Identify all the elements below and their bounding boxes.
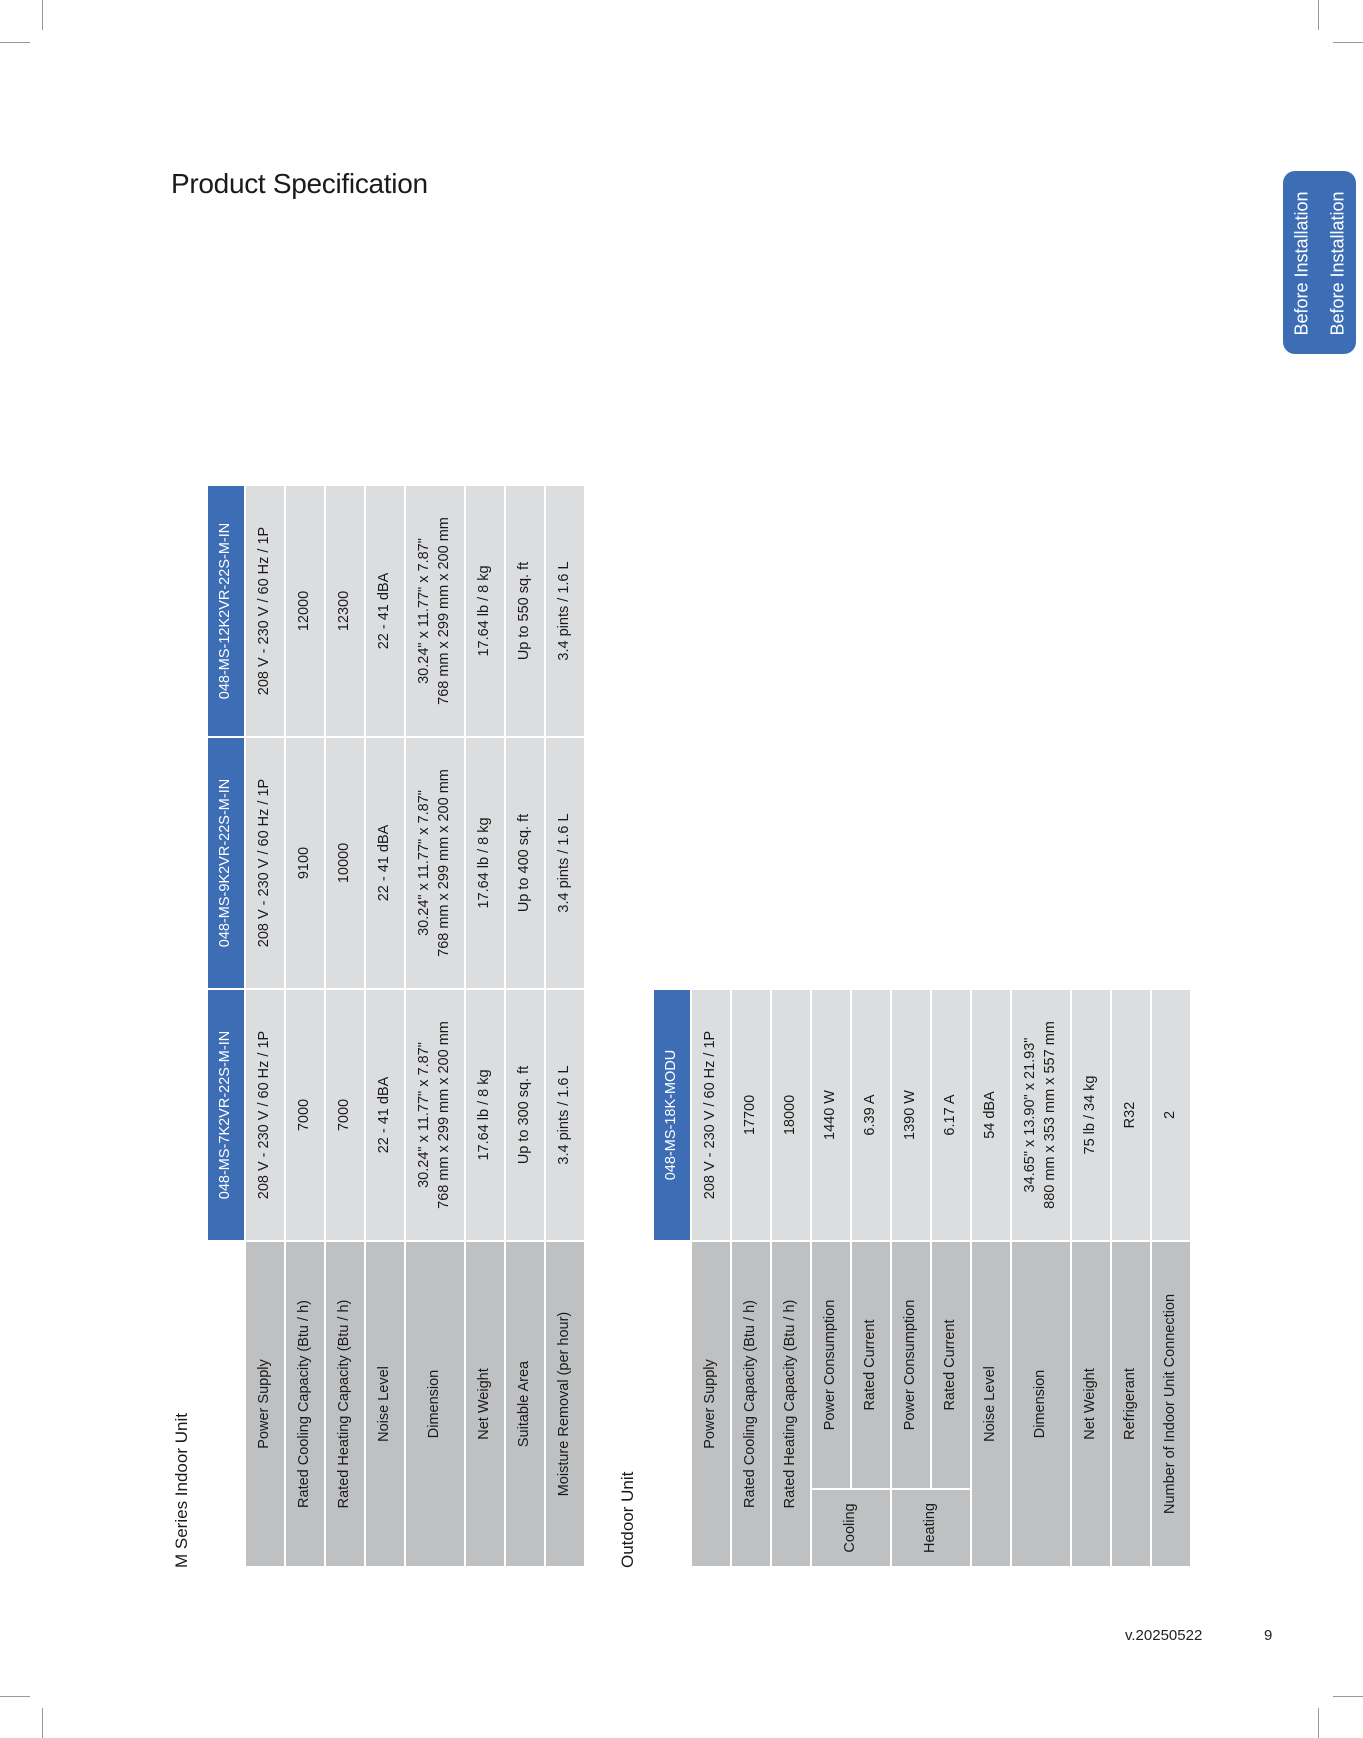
cell-value: 17.64 lb / 8 kg [465,989,505,1241]
cell-value: 208 V - 230 V / 60 Hz / 1P [245,989,285,1241]
model-header: 048-MS-9K2VR-22S-M-IN [207,737,245,989]
cell-value: Up to 300 sq. ft [505,989,545,1241]
dimension-inches: 34.65" x 13.90" x 21.93" [1022,1037,1039,1193]
cell-value: 17.64 lb / 8 kg [465,485,505,737]
dimension-mm: 768 mm x 299 mm x 200 mm [436,769,452,957]
cell-value: 3.4 pints / 1.6 L [545,989,585,1241]
row-label: Rated Cooling Capacity (Btu / h) [731,1241,771,1567]
cell-value: 12300 [325,485,365,737]
crop-mark [42,1708,43,1738]
table-row [1151,989,1191,1567]
section-tab-label: Before Installation [1291,191,1312,336]
header-blank [653,1241,691,1567]
table-row [891,989,931,1567]
page-title: Product Specification [171,168,428,199]
outdoor-unit-section [618,988,1192,1568]
cell-value: 208 V - 230 V / 60 Hz / 1P [691,989,731,1241]
table-row [545,485,585,1567]
cell-value: 7000 [325,989,365,1241]
table-row [971,989,1011,1567]
cell-value: 10000 [325,737,365,989]
cell-value: 7000 [285,989,325,1241]
table-row [365,485,405,1567]
cell-value: 208 V - 230 V / 60 Hz / 1P [245,485,285,737]
dimension-inches: 30.24" x 11.77" x 7.87" [416,790,433,936]
cell-value: 208 V - 230 V / 60 Hz / 1P [245,737,285,989]
cell-value: 18000 [771,989,811,1241]
crop-mark [1333,1696,1363,1697]
row-label: Power Consumption [811,1241,851,1489]
table-row [207,485,245,1567]
row-label: Refrigerant [1111,1241,1151,1567]
page-number: 9 [1264,1627,1273,1644]
cell-value [405,989,465,1241]
crop-mark [1333,42,1363,43]
table-row [653,989,691,1567]
cell-value: 17700 [731,989,771,1241]
crop-mark [0,1696,30,1697]
table-row [731,989,771,1567]
table-row [1071,989,1111,1567]
indoor-spec-table [206,484,586,1568]
table-row [465,485,505,1567]
row-label: Moisture Removal (per hour) [545,1241,585,1567]
row-label: Noise Level [365,1241,405,1567]
crop-mark [42,0,43,30]
row-label: Suitable Area [505,1241,545,1567]
table-row [811,989,851,1567]
dimension-inches: 30.24" x 11.77" x 7.87" [416,538,433,684]
cell-value: 54 dBA [971,989,1011,1241]
cell-value [405,737,465,989]
version-label: v.20250522 [1125,1627,1203,1644]
cell-value: 22 - 41 dBA [365,485,405,737]
row-label: Rated Current [851,1241,891,1489]
table-row [1111,989,1151,1567]
cell-value: 6.39 A [851,989,891,1241]
dimension-inches: 30.24" x 11.77" x 7.87" [416,1042,433,1188]
row-label: Net Weight [465,1241,505,1567]
cell-value: 3.4 pints / 1.6 L [545,737,585,989]
row-label: Power Consumption [891,1241,931,1489]
cell-value: Up to 400 sq. ft [505,737,545,989]
model-header: 048-MS-7K2VR-22S-M-IN [207,989,245,1241]
group-label-cooling: Cooling [811,1489,891,1567]
row-label: Dimension [1011,1241,1071,1567]
cell-value: 22 - 41 dBA [365,989,405,1241]
table-row [931,989,971,1567]
cell-value: 3.4 pints / 1.6 L [545,485,585,737]
dimension-mm: 768 mm x 299 mm x 200 mm [436,517,452,705]
table-row [245,485,285,1567]
section-tab-label: Before Installation [1327,191,1348,336]
cell-value: 2 [1151,989,1191,1241]
row-label: Rated Cooling Capacity (Btu / h) [285,1241,325,1567]
cell-value [1011,989,1071,1241]
model-header: 048-MS-12K2VR-22S-M-IN [207,485,245,737]
cell-value: 75 lb / 34 kg [1071,989,1111,1241]
outdoor-spec-table [652,988,1192,1568]
row-label: Power Supply [245,1241,285,1567]
table-row [285,485,325,1567]
table-row [851,989,891,1567]
table-row [505,485,545,1567]
group-label-heating: Heating [891,1489,971,1567]
table-row [771,989,811,1567]
outdoor-unit-heading: Outdoor Unit [618,1471,637,1568]
table-row [325,485,365,1567]
indoor-unit-section [172,484,586,1568]
row-label: Rated Heating Capacity (Btu / h) [771,1241,811,1567]
row-label: Number of Indoor Unit Connection [1151,1241,1191,1567]
cell-value: 9100 [285,737,325,989]
crop-mark [1318,1708,1319,1738]
cell-value: 6.17 A [931,989,971,1241]
crop-mark [1318,0,1319,30]
cell-value: 1390 W [891,989,931,1241]
cell-value: 22 - 41 dBA [365,737,405,989]
row-label: Noise Level [971,1241,1011,1567]
table-row [1011,989,1071,1567]
cell-value: 17.64 lb / 8 kg [465,737,505,989]
cell-value: 12000 [285,485,325,737]
row-label: Rated Heating Capacity (Btu / h) [325,1241,365,1567]
cell-value [405,485,465,737]
row-label: Dimension [405,1241,465,1567]
cell-value: R32 [1111,989,1151,1241]
table-row [691,989,731,1567]
row-label: Net Weight [1071,1241,1111,1567]
row-label: Power Supply [691,1241,731,1567]
cell-value: Up to 550 sq. ft [505,485,545,737]
crop-mark [0,42,30,43]
section-tab [1283,171,1356,354]
header-blank [207,1241,245,1567]
indoor-unit-heading: M Series Indoor Unit [172,1413,191,1568]
dimension-mm: 880 mm x 353 mm x 557 mm [1042,1021,1058,1209]
dimension-mm: 768 mm x 299 mm x 200 mm [436,1021,452,1209]
model-header: 048-MS-18K-MODU [653,989,691,1241]
cell-value: 1440 W [811,989,851,1241]
table-row [405,485,465,1567]
row-label: Rated Current [931,1241,971,1489]
